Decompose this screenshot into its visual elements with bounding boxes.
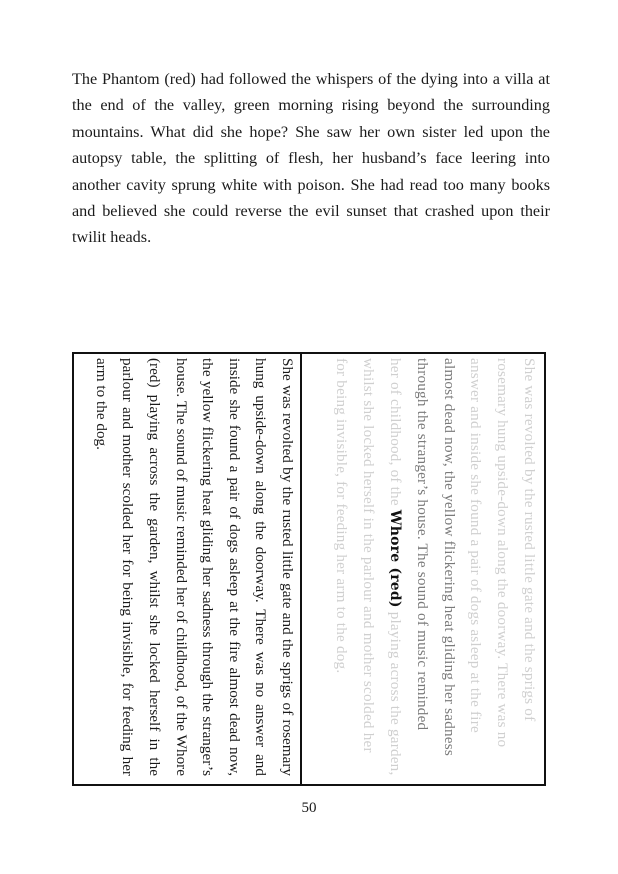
faded-line: for being invisible, for feeding her arm to the dog. (333, 358, 351, 674)
rotated-faded-text (306, 358, 542, 784)
faded-line: through the stranger’s house. The sound of music reminded (413, 358, 431, 731)
faded-line: whilst she locked herself in the parlour and mother scolded her (360, 358, 378, 753)
faded-line-with-bold (381, 358, 408, 776)
text-frame (72, 352, 546, 786)
faded-paragraph (328, 358, 542, 776)
clear-paragraph: She was revolted by the rusted little gate and the sprigs of rosemary hung upside-down along the doorway. There was no answer and inside she found a pair of dogs asleep at the fire almost dead now, the yellow flickering heat gliding her sadness through the stranger’s house. The sound of music reminded her of childhood, of the Whore (red) playing across the garden, whilst she locked herself in the parlour and mother scolded her for being invisible, for feeding her arm to the dog. (92, 358, 296, 776)
frame-divider (300, 354, 302, 784)
faded-line: She was revolted by the rusted little gate and the sprigs of (521, 358, 538, 722)
page-number: 50 (301, 800, 317, 816)
faded-line: almost dead now, the yellow flickering heat gliding her sadness (440, 358, 458, 756)
faded-line-start: her of childhood, of the (387, 358, 405, 506)
whore-red-bold: Whore (red) (387, 509, 404, 608)
rotated-clear-text (82, 358, 300, 784)
faded-line: answer and inside she found a pair of dogs asleep at the fire (467, 358, 485, 733)
intro-paragraph: The Phantom (red) had followed the whispers of the dying into a villa at the end of the valley, green morning rising beyond the surrounding mountains. What did she hope? She saw her own sister led upon the autopsy table, the splitting of flesh, her husband’s face leering into another cavity sprung white with poison. She had read too many books and believed she could reverse the evil sunset that crashed upon their twilit heads. (72, 70, 550, 247)
faded-line: rosemary hung upside-down along the doorway. There was no (494, 358, 512, 748)
faded-line-end: playing across the garden, (387, 611, 405, 776)
